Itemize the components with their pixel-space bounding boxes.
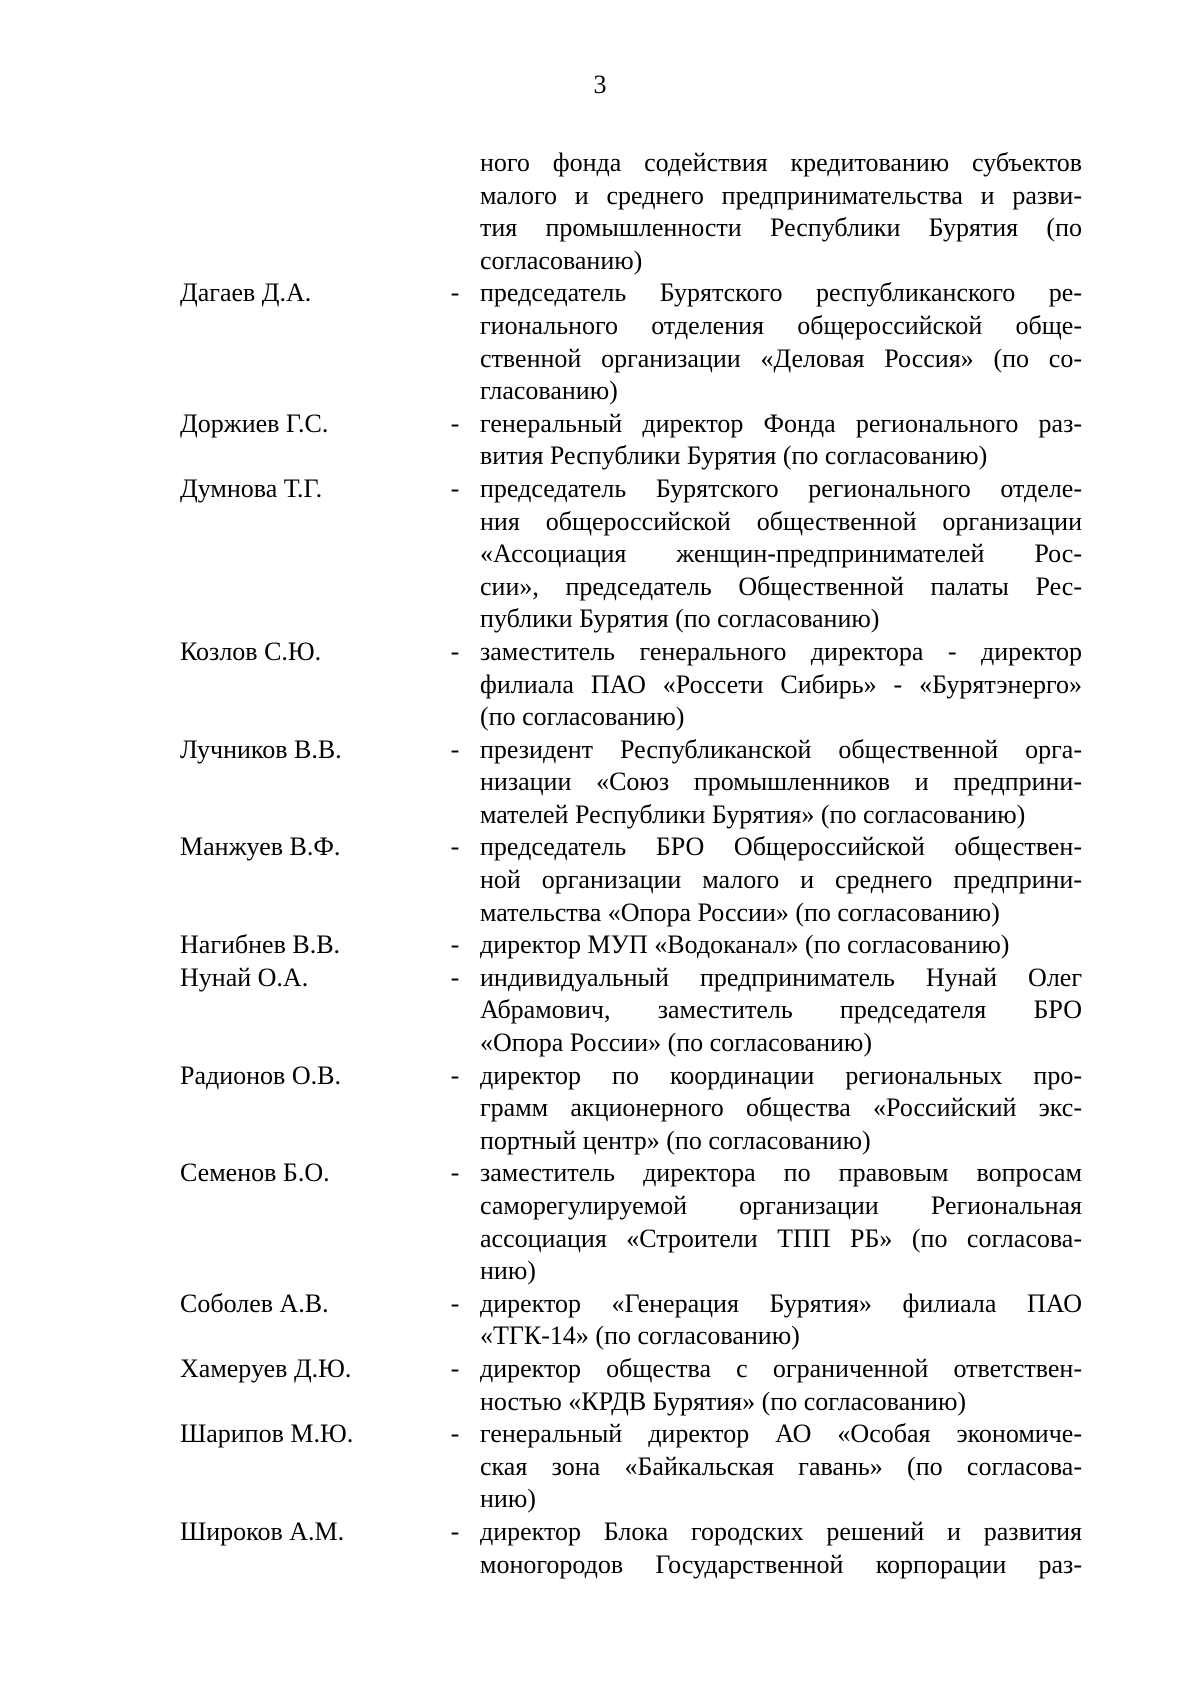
position-line: нию) — [480, 1256, 536, 1286]
position-line: директор общества с ограниченной ответствен- — [480, 1353, 1082, 1383]
page-number: 3 — [593, 70, 607, 99]
position-line: ская зона «Байкальская гавань» (по согласова- — [480, 1451, 1082, 1481]
position-line: саморегулируемой организации Региональная — [480, 1191, 1082, 1220]
position-line: мателей Республики Бурятия» (по согласованию) — [480, 799, 1026, 829]
member-entry — [180, 1418, 1082, 1516]
member-name: Соболев А.В. — [180, 1288, 329, 1318]
position-line: ностью «КРДВ Бурятия» (по согласованию) — [480, 1386, 967, 1416]
dash-separator: - — [450, 1060, 460, 1090]
member-entry — [180, 962, 1082, 1060]
member-position — [480, 277, 1082, 407]
position-line: заместитель директора по правовым вопросам — [480, 1158, 1082, 1188]
member-position — [480, 1353, 1082, 1418]
member-position — [480, 408, 1082, 473]
position-line: публики Бурятия (по согласованию) — [480, 604, 880, 634]
member-entry — [180, 636, 1082, 734]
member-position — [480, 929, 1082, 962]
member-name: Козлов С.Ю. — [180, 636, 322, 666]
position-line: заместитель генерального директора - директор — [480, 636, 1082, 666]
member-entry — [180, 831, 1082, 929]
member-entry — [180, 1157, 1082, 1287]
member-entry — [180, 1288, 1082, 1353]
position-line: генеральный директор Фонда регионального раз- — [480, 408, 1082, 438]
position-line: директор по координации региональных про- — [480, 1060, 1082, 1090]
member-name: Доржиев Г.С. — [180, 408, 329, 438]
position-line: ной организации малого и среднего предприни- — [480, 865, 1082, 895]
position-line: генеральный директор АО «Особая экономиче- — [480, 1419, 1082, 1449]
position-line: согласованию) — [480, 245, 643, 275]
member-position — [480, 473, 1082, 636]
position-line: (по согласованию) — [480, 702, 685, 732]
position-line: гионального отделения общероссийской обще- — [480, 310, 1082, 340]
position-line: ного фонда содействия кредитованию субъектов — [480, 148, 1082, 177]
member-name: Широков А.М. — [180, 1516, 345, 1546]
position-line: ассоциация «Строители ТПП РБ» (по согласова- — [480, 1223, 1082, 1253]
member-position — [480, 1288, 1082, 1353]
dash-separator: - — [450, 1353, 460, 1383]
dash-separator: - — [450, 1419, 460, 1449]
dash-separator: - — [450, 278, 460, 308]
position-line: ственной организации «Деловая Россия» (по со- — [480, 343, 1082, 373]
dash-separator: - — [450, 636, 460, 666]
position-line: портный центр» (по согласованию) — [480, 1125, 871, 1155]
position-line: председатель Бурятского республиканского ре- — [480, 278, 1082, 308]
member-name: Манжуев В.Ф. — [180, 832, 341, 862]
member-name: Шарипов М.Ю. — [180, 1419, 354, 1449]
position-line: тия промышленности Республики Бурятия (по — [480, 213, 1082, 243]
member-entry — [180, 1060, 1082, 1158]
member-name: Радионов О.В. — [180, 1060, 341, 1090]
position-line: директор «Генерация Бурятия» филиала ПАО — [480, 1288, 1082, 1318]
position-line: моногородов Государственной корпорации раз- — [480, 1549, 1082, 1579]
position-line: малого и среднего предпринимательства и разви- — [480, 180, 1082, 210]
member-name: Лучников В.В. — [180, 734, 342, 764]
dash-separator: - — [450, 1158, 460, 1188]
member-entry — [180, 277, 1082, 407]
member-entry — [180, 734, 1082, 832]
member-entry — [180, 408, 1082, 473]
position-line: мательства «Опора России» (по согласованию) — [480, 897, 1000, 927]
dash-separator: - — [450, 734, 460, 764]
member-entry — [180, 1353, 1082, 1418]
position-line: гласованию) — [480, 376, 618, 406]
position-line: «ТГК-14» (по согласованию) — [480, 1321, 800, 1351]
position-line: «Ассоциация женщин-предпринимателей Рос- — [480, 539, 1082, 569]
position-line: грамм акционерного общества «Российский экс- — [480, 1093, 1082, 1123]
member-name: Семенов Б.О. — [180, 1158, 330, 1188]
position-line: низации «Союз промышленников и предприни- — [480, 767, 1082, 797]
position-line: директор МУП «Водоканал» (по согласованию) — [480, 930, 1010, 960]
position-line: председатель Бурятского регионального отделе- — [480, 473, 1082, 503]
dash-separator: - — [450, 1288, 460, 1318]
member-list — [180, 147, 1082, 1581]
member-position — [480, 1157, 1082, 1287]
dash-separator: - — [450, 962, 460, 992]
member-position — [480, 1418, 1082, 1516]
position-line: филиала ПАО «Россети Сибирь» - «Бурятэнерго» — [480, 669, 1082, 699]
member-entry — [180, 473, 1082, 636]
member-entry — [180, 1516, 1082, 1581]
position-line: директор Блока городских решений и развития — [480, 1516, 1082, 1546]
dash-separator: - — [450, 473, 460, 503]
dash-separator: - — [450, 1516, 460, 1546]
member-name: Думнова Т.Г. — [180, 473, 323, 503]
position-line: сии», председатель Общественной палаты Рес- — [480, 571, 1082, 601]
dash-separator: - — [450, 832, 460, 862]
member-position — [480, 962, 1082, 1060]
member-position — [480, 831, 1082, 929]
dash-separator: - — [450, 408, 460, 438]
position-line: ния общероссийской общественной организации — [480, 506, 1082, 536]
member-entry — [180, 147, 1082, 277]
member-position — [480, 636, 1082, 734]
member-name: Нунай О.А. — [180, 962, 309, 992]
member-position — [480, 1516, 1082, 1581]
member-entry — [180, 929, 1082, 962]
position-line: нию) — [480, 1484, 536, 1514]
member-position — [480, 147, 1082, 277]
member-name: Дагаев Д.А. — [180, 278, 312, 308]
member-name: Нагибнев В.В. — [180, 930, 341, 960]
position-line: индивидуальный предприниматель Нунай Олег — [480, 962, 1082, 992]
position-line: вития Республики Бурятия (по согласованию) — [480, 441, 988, 471]
member-position — [480, 734, 1082, 832]
position-line: президент Республиканской общественной орга- — [480, 734, 1082, 764]
position-line: Абрамович, заместитель председателя БРО — [480, 995, 1082, 1025]
position-line: председатель БРО Общероссийской обществен- — [480, 832, 1082, 862]
member-name: Хамеруев Д.Ю. — [180, 1353, 352, 1383]
position-line: «Опора России» (по согласованию) — [480, 1028, 872, 1058]
dash-separator: - — [450, 930, 460, 960]
member-position — [480, 1060, 1082, 1158]
